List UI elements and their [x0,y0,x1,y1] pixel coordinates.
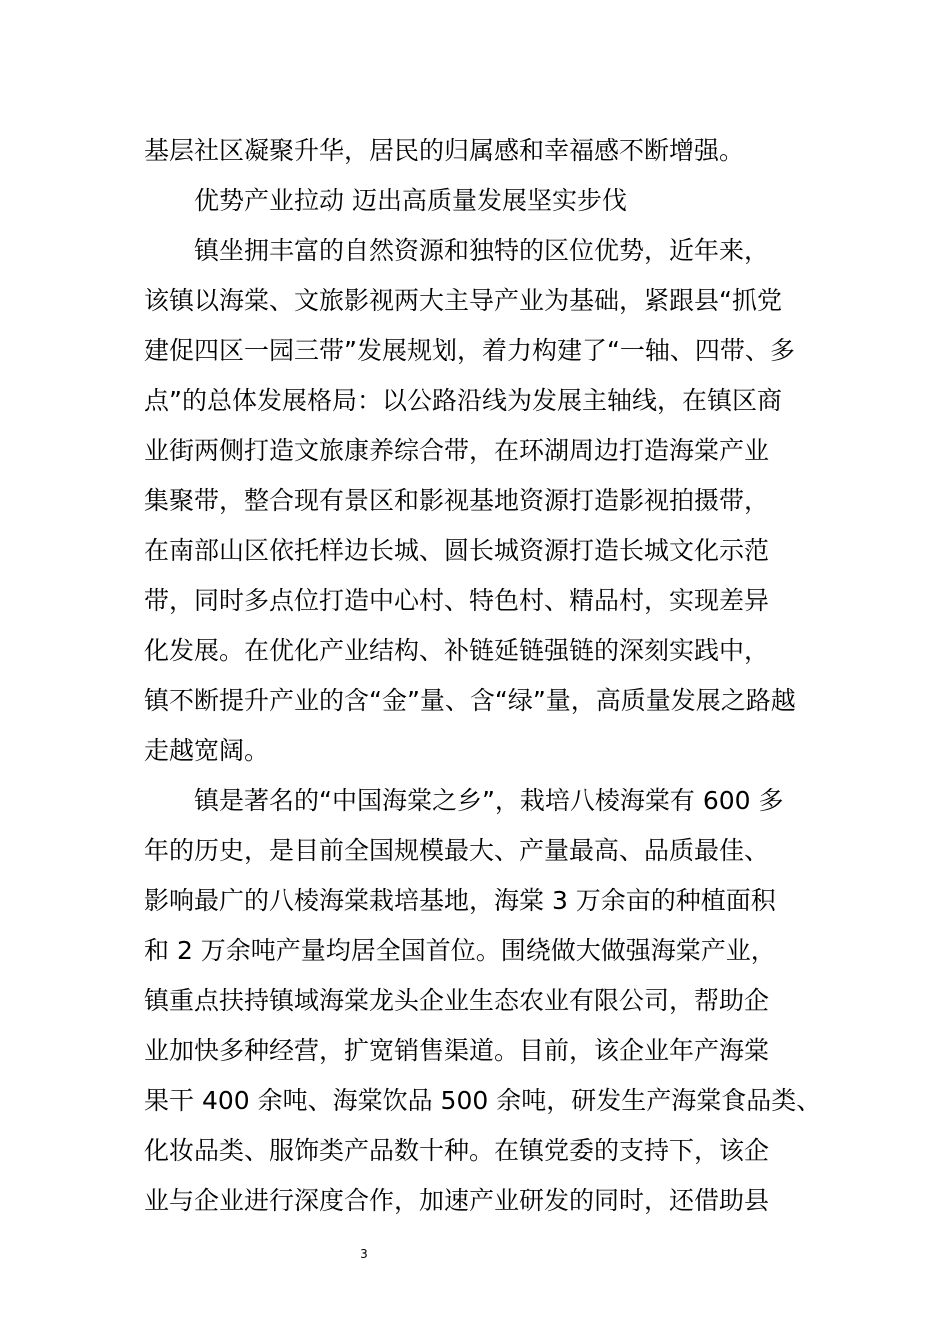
paragraph-line: 业加快多种经营，扩宽销售渠道。目前，该企业年产海棠 [144,1036,770,1065]
paragraph-line: 和 2 万余吨产量均居全国首位。围绕做大做强海棠产业， [144,936,776,965]
paragraph-line: 镇不断提升产业的含“金”量、含“绿”量，高质量发展之路越 [144,686,796,715]
paragraph-line: 镇是著名的“中国海棠之乡”，栽培八棱海棠有 600 多 [194,786,784,815]
paragraph-line: 影响最广的八棱海棠栽培基地，海棠 3 万余亩的种植面积 [144,886,776,915]
paragraph-line: 镇坐拥丰富的自然资源和独特的区位优势，近年来， [194,236,770,265]
paragraph-line: 镇重点扶持镇域海棠龙头企业生态农业有限公司，帮助企 [144,986,770,1015]
paragraph-end-line: 基层社区凝聚升华，居民的归属感和幸福感不断增强。 [144,136,745,165]
paragraph-line: 带，同时多点位打造中心村、特色村、精品村，实现差异 [144,586,770,615]
paragraph-line: 在南部山区依托样边长城、圆长城资源打造长城文化示范 [144,536,770,565]
paragraph-line: 走越宽阔。 [144,736,270,765]
paragraph-line: 建促四区一园三带”发展规划，着力构建了“一轴、四带、多 [144,336,795,365]
paragraph-line: 化妆品类、服饰类产品数十种。在镇党委的支持下，该企 [144,1136,770,1165]
page-number: 3 [360,1247,368,1261]
paragraph-line: 业街两侧打造文旅康养综合带，在环湖周边打造海棠产业 [144,436,770,465]
paragraph-line: 集聚带，整合现有景区和影视基地资源打造影视拍摄带， [144,486,770,515]
section-heading: 优势产业拉动 迈出高质量发展坚实步伐 [194,186,627,215]
document-body [144,126,824,1226]
paragraph-line: 该镇以海棠、文旅影视两大主导产业为基础，紧跟县“抓党 [144,286,782,315]
paragraph-line: 果干 400 余吨、海棠饮品 500 余吨，研发生产海棠食品类、 [144,1086,822,1115]
paragraph-line: 业与企业进行深度合作，加速产业研发的同时，还借助县 [144,1186,770,1215]
paragraph-line: 点”的总体发展格局：以公路沿线为发展主轴线，在镇区商 [144,386,782,415]
paragraph-line: 化发展。在优化产业结构、补链延链强链的深刻实践中， [144,636,770,665]
paragraph-line: 年的历史，是目前全国规模最大、产量最高、品质最佳、 [144,836,770,865]
